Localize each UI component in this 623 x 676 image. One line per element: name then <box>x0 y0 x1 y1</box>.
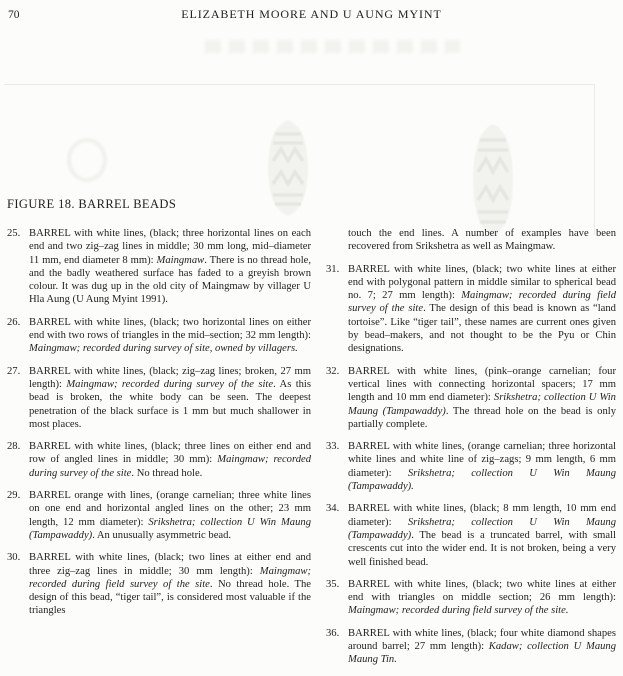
left-column <box>7 227 311 676</box>
item-text: BARREL with white lines, (black; 8 mm length, 10 mm end diameter): Srikshetra; collection U Win Maung (Tampawaddy). The bead is a truncated barrel, with small crescents cut into the wider end. It is not broken, being a very well finished bead. <box>348 503 616 568</box>
item-30-continuation: touch the end lines. A number of examples have been recovered from Srikshetra as well as Maingmaw. <box>348 228 616 253</box>
item-number: 32. <box>326 365 340 377</box>
figure-heading: FIGURE 18. BARREL BEADS <box>7 197 177 211</box>
catalogue-item <box>7 316 311 356</box>
catalogue-item <box>326 365 616 431</box>
two-column-text <box>7 227 616 676</box>
item-number: 35. <box>326 578 340 590</box>
right-column <box>326 227 616 676</box>
catalogue-item <box>326 627 616 667</box>
item-text: BARREL with white lines, (black; three lines on either end and row of angled lines in middle; 30 mm): Maingmaw; recorded during survey of the site. No thread hole. <box>29 441 311 479</box>
item-number: 29. <box>7 490 21 502</box>
catalogue-item <box>326 440 616 493</box>
item-number: 36. <box>326 627 340 639</box>
catalogue-item <box>7 227 311 307</box>
item-text: BARREL with white lines, (black; two white lines at either end with polygonal pattern in middle similar to spherical bead no. 7; 27 mm length): Maingmaw; recorded during field survey of the site. The design of this bead is known as “land tortoise”. Like “tiger tail”, these names are current ones given by bead–makers, and not thought to be the Pyu or Chin designations. <box>348 263 617 355</box>
item-text: BARREL with white lines, (black; zig–zag lines; broken, 27 mm length): Maingmaw; recorded during survey of the site. As this bead is broken, the white body can be seen. The deepest penetration of the black surface is 1 mm but much shallower in most places. <box>29 365 311 430</box>
page-number: 70 <box>8 9 20 21</box>
item-text: BARREL with white lines, (black; four white diamond shapes around barrel; 27 mm length): Kadaw; collection U Maung Maung Tin. <box>348 627 617 666</box>
catalogue-item <box>326 502 616 568</box>
item-number: 28. <box>7 441 21 453</box>
item-text: BARREL with white lines, (black; two horizontal lines on either end with two rows of triangles in the mid–section; 32 mm length): Maingmaw; recorded during survey of site, owned by villagers. <box>29 316 311 355</box>
item-text: BARREL with white lines, (pink–orange carnelian; four vertical lines with connecting horizontal spacers; 17 mm length and 10 mm end diameter): Srikshetra; collection U Win Maung (Tampawaddy). The thread hole on the bead is only partially complete. <box>348 365 616 430</box>
bleedthrough-text-smudge <box>205 40 460 53</box>
catalogue-item <box>326 263 616 356</box>
item-number: 26. <box>7 316 21 328</box>
item-number: 30. <box>7 552 21 564</box>
item-text: BARREL with white lines, (black; two lines at either end and three zig–zag lines in middle; 30 mm length): Maingmaw; recorded during field survey of the site. No thread hole. The design of this bead, “tiger tail”, is considered most valuable if the triangles <box>29 552 311 617</box>
bleedthrough-bead-icon <box>262 118 314 223</box>
item-text: BARREL orange with lines, (orange carnelian; three white lines on one end and horizontal angled lines on the other; 23 mm length, 12 mm diameter): Srikshetra; collection U Win Maung (Tampawaddy). An unusually asymmetric bead. <box>29 490 311 541</box>
catalogue-item <box>7 365 311 431</box>
item-text: BARREL with white lines, (black; two white lines at either end with triangles on middle section; 26 mm length): Maingmaw; recorded during field survey of the site. <box>348 578 616 617</box>
item-number: 34. <box>326 503 340 515</box>
item-number: 27. <box>7 365 21 377</box>
item-text: BARREL with white lines, (orange carnelian; three horizontal white lines and white line of zig–zags; 9 mm length, 6 mm diameter): Srikshetra; collection U Win Maung (Tampawaddy). <box>348 441 616 493</box>
bleedthrough-bead-icon <box>467 122 519 243</box>
catalogue-item <box>7 489 311 542</box>
right-column-items <box>326 263 616 667</box>
item-number: 33. <box>326 441 340 453</box>
item-text: BARREL with white lines, (black; three horizontal lines on each end and two zig–zag lines in middle; 30 mm long, mid–diameter 11 mm, end diameter 8 mm): Maingmaw. There is no thread hole, and the badly weathered surface has faded to a greyish brown colour. It was dug up in the old city of Maingmaw by villager U Hla Aung (U Aung Myint 1991). <box>29 228 312 306</box>
catalogue-item <box>7 551 311 617</box>
catalogue-item <box>7 440 311 480</box>
item-number: 31. <box>326 263 340 275</box>
catalogue-item <box>326 578 616 618</box>
running-head: ELIZABETH MOORE AND U AUNG MYINT <box>181 7 442 21</box>
bleedthrough-round-bead <box>67 138 107 182</box>
item-number: 25. <box>7 228 21 239</box>
